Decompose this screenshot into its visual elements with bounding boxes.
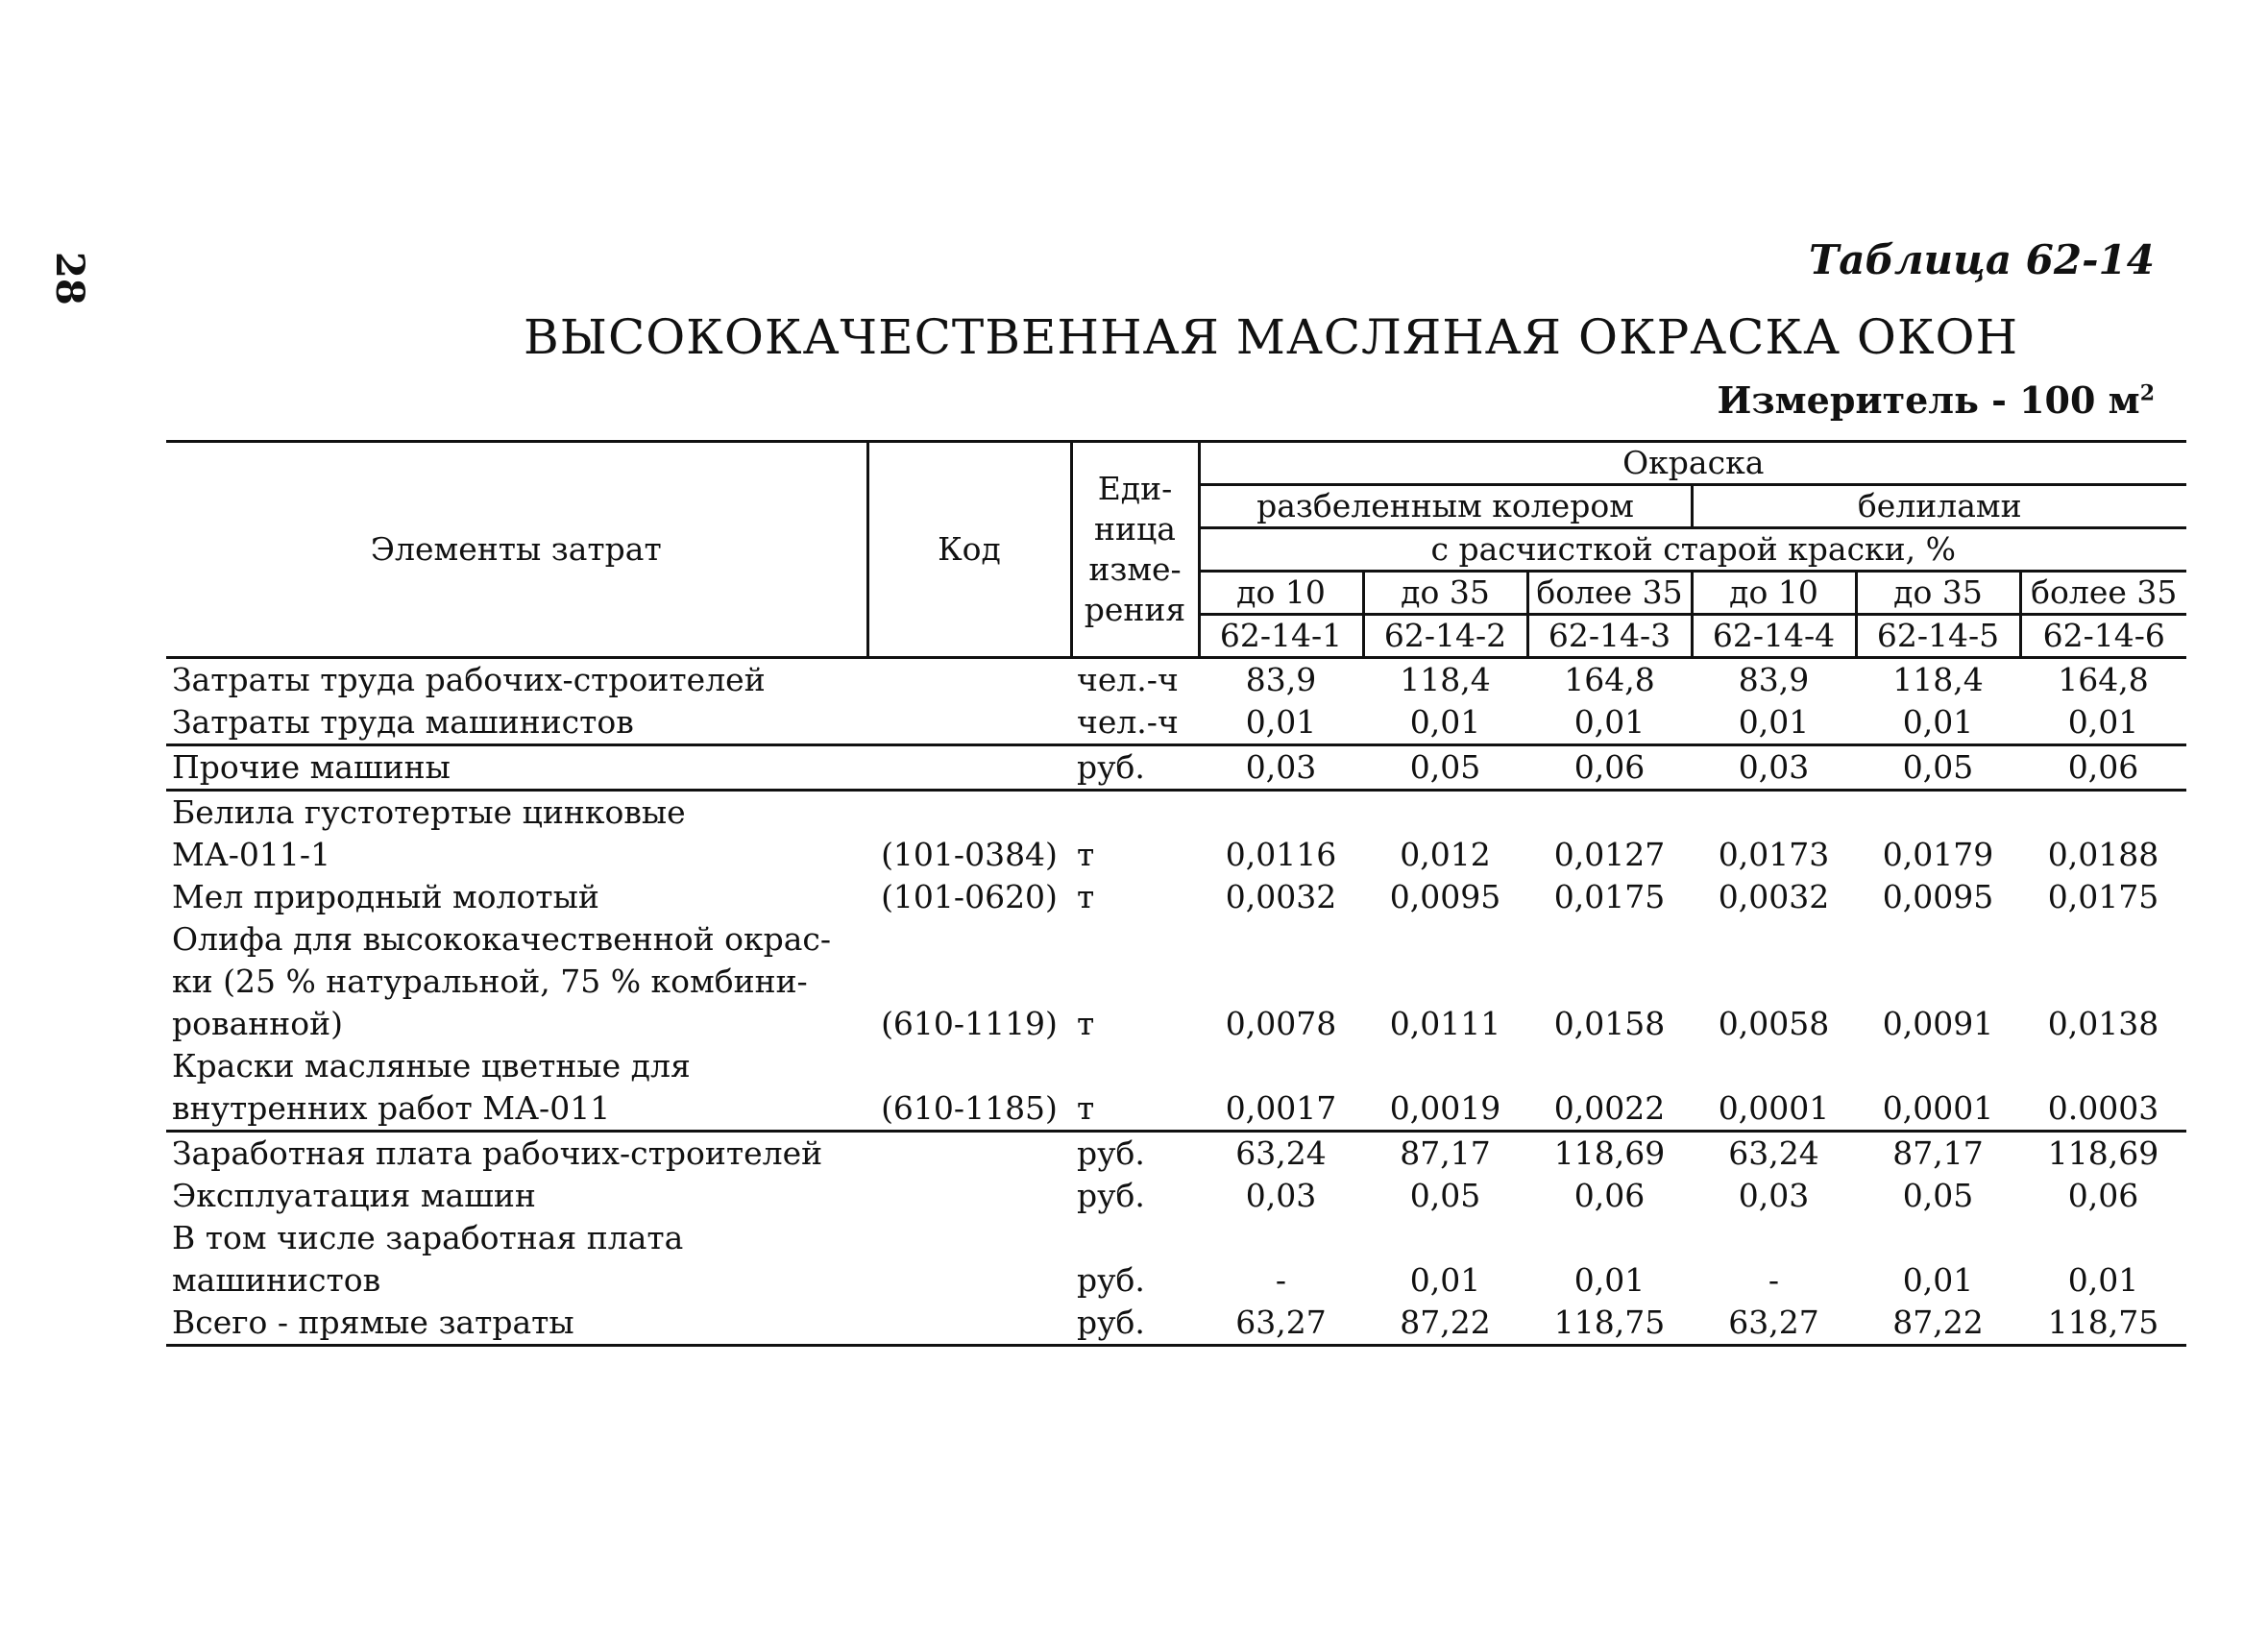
header-range: до 10 <box>1692 572 1856 615</box>
cost-table <box>166 440 2186 1347</box>
row-value <box>2020 961 2186 1003</box>
row-unit: чел.-ч <box>1071 701 1199 745</box>
row-value: 0,0058 <box>1718 1005 1830 1042</box>
unit-line: ница <box>1094 510 1176 548</box>
header-group-2: белилами <box>1692 485 2186 528</box>
row-value <box>1856 918 2020 961</box>
row-unit: руб. <box>1077 1134 1145 1172</box>
row-code <box>867 961 1071 1003</box>
row-name: МА-011-1 <box>172 836 331 873</box>
row-value: 0,0095 <box>1389 878 1501 915</box>
header-range: до 35 <box>1856 572 2020 615</box>
row-name: Заработная плата рабочих-строителей <box>172 1134 823 1172</box>
row-unit: руб. <box>1077 1261 1145 1299</box>
row-value <box>2020 918 2186 961</box>
row-value: 83,9 <box>1245 661 1317 698</box>
table-row <box>166 918 2186 961</box>
row-name: Эксплуатация машин <box>172 1177 536 1214</box>
row-value <box>2020 1217 2186 1259</box>
row-value <box>1692 918 1856 961</box>
table-row <box>166 1217 2186 1259</box>
row-value: 0,012 <box>1400 836 1491 873</box>
row-unit: руб. <box>1071 1302 1199 1346</box>
table-row <box>166 791 2186 835</box>
unit-line: рения <box>1084 591 1186 628</box>
header-painting: Окраска <box>1199 442 2186 485</box>
row-value: 0,0173 <box>1718 836 1830 873</box>
header-code: Код <box>867 442 1071 658</box>
header-range: более 35 <box>1527 572 1692 615</box>
row-value: 0,0188 <box>2047 836 2159 873</box>
row-value: 0,0032 <box>1718 878 1830 915</box>
row-value: 0,0032 <box>1225 878 1337 915</box>
row-value: 164,8 <box>2058 661 2149 698</box>
row-name: машинистов <box>172 1261 381 1299</box>
row-value <box>1527 1217 1692 1259</box>
row-value: 0,01 <box>2067 1261 2139 1299</box>
row-value: 0,0127 <box>1553 836 1666 873</box>
row-value: 0,03 <box>1245 1177 1317 1214</box>
row-value: 0,0111 <box>1389 1005 1501 1042</box>
row-value <box>1527 961 1692 1003</box>
row-value: 87,17 <box>1892 1134 1984 1172</box>
row-name: Белила густотертые цинковые <box>172 793 686 831</box>
row-value: 0,01 <box>1527 701 1692 745</box>
row-value: 0,01 <box>2020 701 2186 745</box>
row-value: 0,01 <box>1902 1261 1974 1299</box>
table-row <box>166 701 2186 745</box>
row-value: 0,0017 <box>1199 1087 1363 1132</box>
row-code <box>867 1217 1071 1259</box>
header-range: до 35 <box>1363 572 1527 615</box>
row-value <box>1363 961 1527 1003</box>
row-value <box>1692 961 1856 1003</box>
row-value <box>1856 1045 2020 1087</box>
header-elements: Элементы затрат <box>166 442 867 658</box>
row-value: 0,05 <box>1856 745 2020 791</box>
table-row <box>166 1087 2186 1132</box>
row-value: 118,4 <box>1400 661 1491 698</box>
header-group-1: разбеленным колером <box>1199 485 1692 528</box>
row-value <box>1692 1045 1856 1087</box>
row-value: 0,0158 <box>1553 1005 1666 1042</box>
row-value: 0,0022 <box>1527 1087 1692 1132</box>
row-code <box>867 1132 1071 1176</box>
row-value <box>2020 791 2186 835</box>
row-value <box>1856 961 2020 1003</box>
row-code: (101-0384) <box>881 836 1058 873</box>
row-unit: т <box>1071 1087 1199 1132</box>
row-value: 87,17 <box>1400 1134 1491 1172</box>
row-value: 83,9 <box>1738 661 1810 698</box>
row-value <box>1527 918 1692 961</box>
header-code-number: 62-14-5 <box>1856 615 2020 658</box>
row-value: 0,0175 <box>1553 878 1666 915</box>
row-value <box>1199 961 1363 1003</box>
row-value: 0,0078 <box>1225 1005 1337 1042</box>
table-row <box>166 1259 2186 1302</box>
table-row <box>166 658 2186 702</box>
row-value: 118,69 <box>2047 1134 2159 1172</box>
row-value: 0,01 <box>1573 1261 1646 1299</box>
row-value: 0,03 <box>1738 1177 1810 1214</box>
row-value: 0,0019 <box>1363 1087 1527 1132</box>
row-value <box>1692 1217 1856 1259</box>
row-value: 118,4 <box>1892 661 1984 698</box>
row-value <box>1199 1217 1363 1259</box>
row-unit <box>1071 1217 1199 1259</box>
row-value: 0,01 <box>1363 701 1527 745</box>
row-unit: т <box>1077 878 1095 915</box>
row-name: Краски масляные цветные для <box>172 1047 691 1085</box>
row-code <box>867 701 1071 745</box>
row-value: 87,22 <box>1856 1302 2020 1346</box>
row-code <box>867 1302 1071 1346</box>
row-value: 0,0116 <box>1225 836 1337 873</box>
row-code <box>867 1045 1071 1087</box>
row-value: 0,0138 <box>2047 1005 2159 1042</box>
row-code: (101-0620) <box>881 878 1058 915</box>
row-value <box>1363 791 1527 835</box>
row-value: 0,01 <box>1199 701 1363 745</box>
row-unit <box>1071 918 1199 961</box>
row-value: 0,03 <box>1692 745 1856 791</box>
header-range: до 10 <box>1199 572 1363 615</box>
row-value <box>1199 1045 1363 1087</box>
row-name: Олифа для высококачественной окрас- <box>172 920 832 958</box>
row-code <box>867 745 1071 791</box>
row-value <box>1856 791 2020 835</box>
row-value <box>1363 1045 1527 1087</box>
unit-line: Еди- <box>1097 470 1173 507</box>
row-name: Мел природный молотый <box>172 878 599 915</box>
row-value: 0,01 <box>1409 1261 1481 1299</box>
row-value: 0,01 <box>1856 701 2020 745</box>
row-value: 0,0001 <box>1856 1087 2020 1132</box>
row-value <box>1199 791 1363 835</box>
row-value: 118,75 <box>2020 1302 2186 1346</box>
row-value <box>1856 1217 2020 1259</box>
row-value: - <box>1275 1261 1287 1299</box>
row-code <box>867 791 1071 835</box>
row-unit: руб. <box>1071 745 1199 791</box>
row-name: внутренних работ МА-011 <box>166 1087 867 1132</box>
table-body <box>166 658 2186 1346</box>
row-value: 0,0179 <box>1882 836 1994 873</box>
row-value <box>1527 1045 1692 1087</box>
measure-label: Измеритель - 100 м <box>1717 378 2140 422</box>
row-value: 63,27 <box>1692 1302 1856 1346</box>
row-value: 0,0001 <box>1692 1087 1856 1132</box>
row-value: 0,05 <box>1409 1177 1481 1214</box>
row-value: 63,27 <box>1199 1302 1363 1346</box>
table-row <box>166 1302 2186 1346</box>
row-value: 0,06 <box>2020 745 2186 791</box>
row-name: ки (25 % натуральной, 75 % комбини- <box>172 963 808 1000</box>
table-row <box>166 1045 2186 1087</box>
row-value: 0,05 <box>1902 1177 1974 1214</box>
row-value: 0,0175 <box>2047 878 2159 915</box>
table-row <box>166 1132 2186 1176</box>
header-range: более 35 <box>2020 572 2186 615</box>
row-value: 164,8 <box>1564 661 1655 698</box>
header-cleaning: с расчисткой старой краски, % <box>1199 528 2186 572</box>
header-code-number: 62-14-4 <box>1692 615 1856 658</box>
row-name: Затраты труда рабочих-строителей <box>172 661 766 698</box>
row-code <box>867 1175 1071 1217</box>
measure-sup: 2 <box>2139 380 2155 406</box>
header-code-number: 62-14-2 <box>1363 615 1527 658</box>
table-row <box>166 961 2186 1003</box>
row-value: 118,75 <box>1527 1302 1692 1346</box>
row-value: 0,06 <box>2067 1177 2139 1214</box>
table-row <box>166 876 2186 918</box>
unit-line: изме- <box>1088 550 1182 588</box>
row-value <box>2020 1045 2186 1087</box>
row-value: - <box>1768 1261 1780 1299</box>
row-value <box>1527 791 1692 835</box>
header-code-number: 62-14-6 <box>2020 615 2186 658</box>
row-code <box>867 918 1071 961</box>
row-name: В том числе заработная плата <box>172 1219 684 1256</box>
row-unit <box>1071 1045 1199 1087</box>
table-row <box>166 1003 2186 1045</box>
row-value: 63,24 <box>1728 1134 1819 1172</box>
row-code: (610-1185) <box>867 1087 1071 1132</box>
header-code-number: 62-14-1 <box>1199 615 1363 658</box>
table-row <box>166 834 2186 876</box>
row-value: 0,06 <box>1573 1177 1646 1214</box>
row-value <box>1363 918 1527 961</box>
row-value: 87,22 <box>1363 1302 1527 1346</box>
row-value: 63,24 <box>1235 1134 1327 1172</box>
row-code <box>867 1259 1071 1302</box>
row-name: Всего - прямые затраты <box>166 1302 867 1346</box>
row-value: 0,05 <box>1363 745 1527 791</box>
row-value: 0,01 <box>1692 701 1856 745</box>
table-row <box>166 745 2186 791</box>
row-unit: чел.-ч <box>1077 661 1179 698</box>
table-header <box>166 442 2186 658</box>
row-code: (610-1119) <box>881 1005 1058 1042</box>
row-unit: т <box>1077 1005 1095 1042</box>
row-value: 0.0003 <box>2020 1087 2186 1132</box>
row-name: Прочие машины <box>166 745 867 791</box>
header-unit <box>1071 442 1199 658</box>
table-row <box>166 1175 2186 1217</box>
row-code <box>867 658 1071 702</box>
page-title: ВЫСОКОКАЧЕСТВЕННАЯ МАСЛЯНАЯ ОКРАСКА ОКОН <box>524 309 2019 365</box>
table-label: Таблица 62-14 <box>1809 236 2155 283</box>
row-value: 0,06 <box>1527 745 1692 791</box>
row-unit <box>1071 961 1199 1003</box>
row-value <box>1363 1217 1527 1259</box>
row-value: 0,03 <box>1199 745 1363 791</box>
row-unit: руб. <box>1077 1177 1145 1214</box>
row-name: Затраты труда машинистов <box>166 701 867 745</box>
row-value: 0,0095 <box>1882 878 1994 915</box>
row-value <box>1199 918 1363 961</box>
row-value <box>1692 791 1856 835</box>
page-number: 28 <box>47 252 92 305</box>
row-value: 0,0091 <box>1882 1005 1994 1042</box>
row-value: 118,69 <box>1553 1134 1666 1172</box>
measure-unit <box>1717 378 2155 422</box>
header-code-number: 62-14-3 <box>1527 615 1692 658</box>
row-name: рованной) <box>172 1005 343 1042</box>
row-unit: т <box>1077 836 1095 873</box>
row-unit <box>1071 791 1199 835</box>
